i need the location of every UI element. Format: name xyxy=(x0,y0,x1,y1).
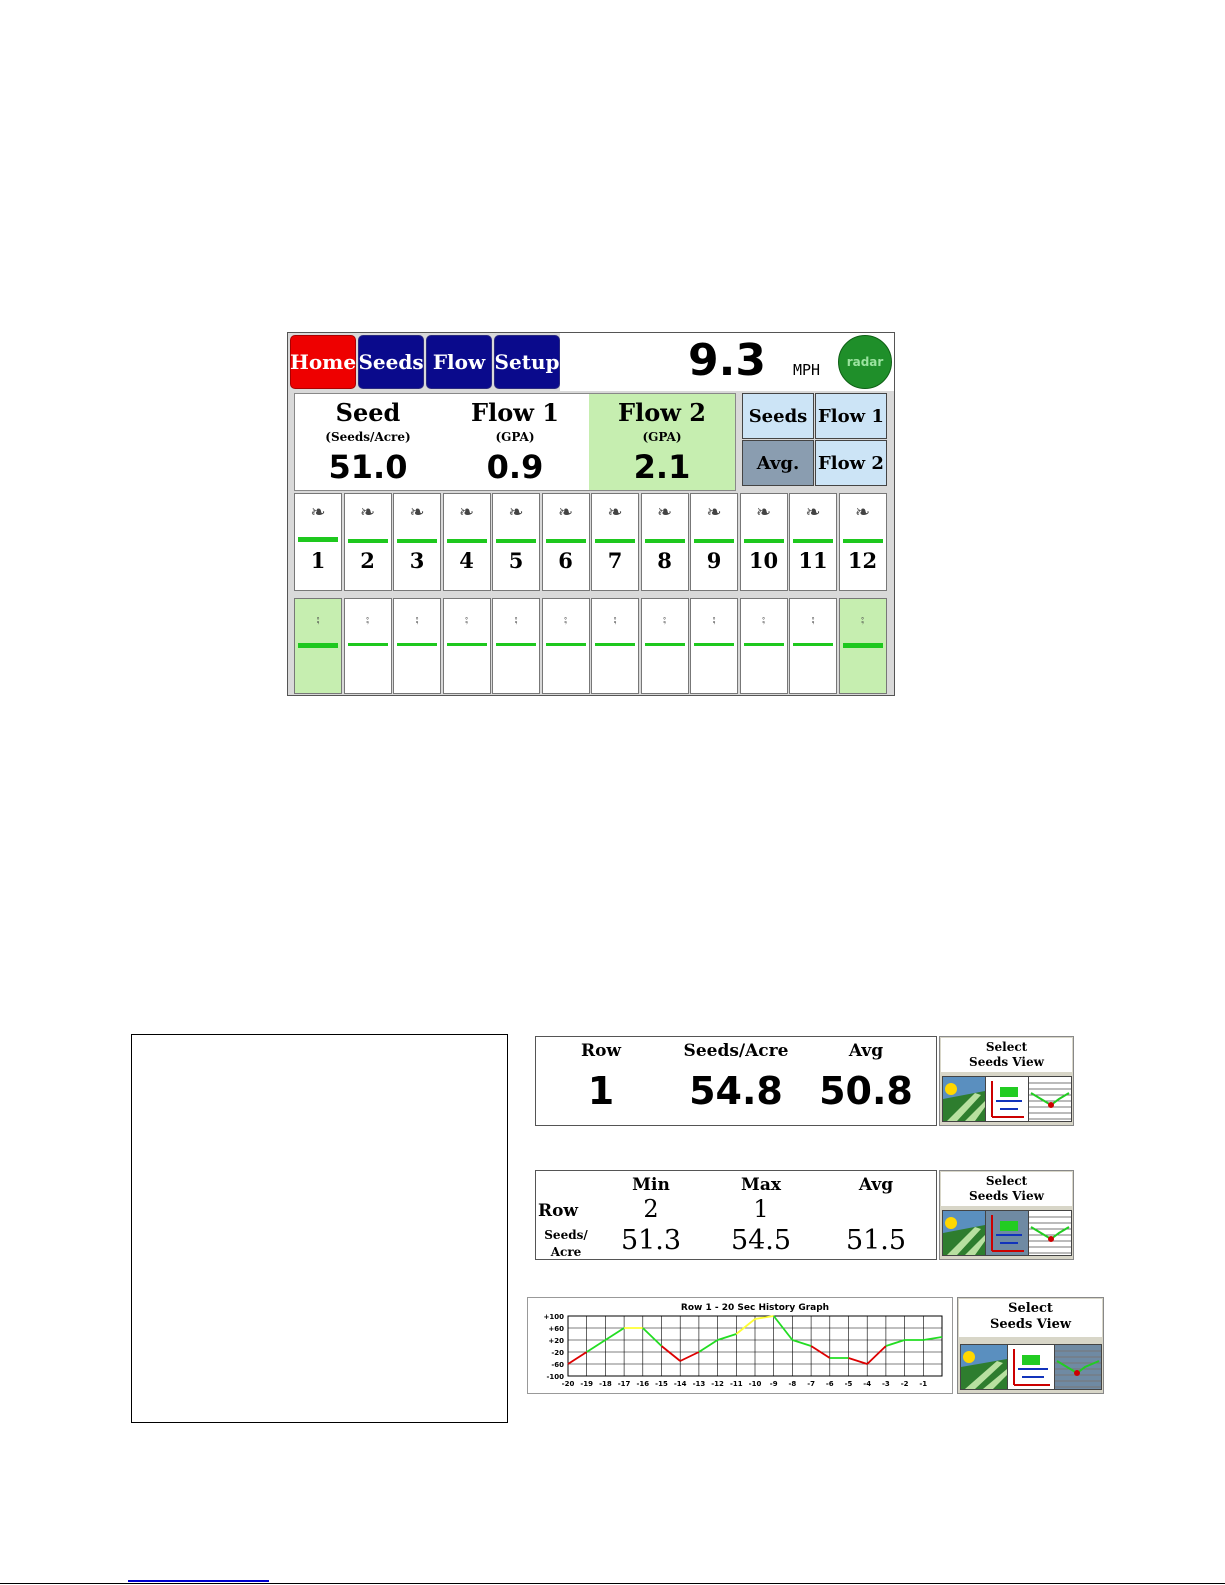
nav-setup-button[interactable]: Setup xyxy=(494,335,560,389)
min-max-panel xyxy=(535,1170,937,1260)
bar-view-icon[interactable] xyxy=(985,1210,1029,1256)
select-seeds-view-3 xyxy=(957,1297,1104,1394)
flow-rate-bar xyxy=(298,643,338,648)
flow-rate-bar xyxy=(397,643,437,646)
seed-row-cell[interactable] xyxy=(591,493,639,591)
flow-rate-bar xyxy=(843,643,883,648)
bar-view-icon[interactable] xyxy=(985,1076,1029,1122)
flow-row-cell[interactable] xyxy=(344,598,392,694)
row-number: 4 xyxy=(459,548,474,573)
logo-text: radar xyxy=(846,355,884,369)
flow-row-cell[interactable] xyxy=(393,598,441,694)
nozzle-icon: ⨾ xyxy=(761,607,766,628)
row-number: 9 xyxy=(706,548,722,573)
seed-rate-bar xyxy=(397,539,437,543)
graph-view-icon[interactable] xyxy=(1028,1076,1072,1122)
row-header: Row xyxy=(580,1041,622,1061)
x-tick-label: -14 xyxy=(673,1380,687,1388)
seed-row-cell[interactable] xyxy=(443,493,491,591)
row-number: 1 xyxy=(310,548,326,573)
row-number: 10 xyxy=(748,548,779,573)
x-tick-label: -7 xyxy=(807,1380,815,1388)
row-number: 6 xyxy=(558,548,573,573)
y-tick-label: -100 xyxy=(546,1373,564,1381)
seeds-acre-label: Seeds/ Acre xyxy=(544,1228,588,1259)
select-view-title: Select Seeds View xyxy=(941,1172,1072,1206)
x-tick-label: -9 xyxy=(769,1380,778,1388)
speed-value: 9.3 xyxy=(688,335,766,386)
flow1-value: 0.9 xyxy=(486,448,544,486)
select-avg-button[interactable]: Avg. xyxy=(742,440,814,486)
select-view-title: Select Seeds View xyxy=(941,1038,1072,1072)
flow-row-cell[interactable] xyxy=(591,598,639,694)
flow-row-cell[interactable] xyxy=(492,598,540,694)
x-tick-label: -3 xyxy=(882,1380,890,1388)
seed-icon: ❧ xyxy=(310,502,326,523)
field-view-icon[interactable] xyxy=(960,1344,1008,1390)
seeds-acre-header: Seeds/Acre xyxy=(683,1041,789,1061)
seed-icon: ❧ xyxy=(508,502,524,523)
seed-row-cell[interactable] xyxy=(740,493,788,591)
seed-icon: ❧ xyxy=(656,502,673,523)
x-tick-label: -8 xyxy=(788,1380,797,1388)
field-view-icon[interactable] xyxy=(942,1210,986,1256)
nozzle-icon: ⨾ xyxy=(464,607,469,628)
nav-home-button[interactable]: Home xyxy=(290,335,356,389)
y-tick-label: +100 xyxy=(543,1313,564,1321)
nav-flow-button[interactable]: Flow xyxy=(426,335,492,389)
flow1-unit: (GPA) xyxy=(495,430,535,444)
seed-row-cell[interactable] xyxy=(641,493,689,591)
avg-value: 51.5 xyxy=(845,1225,907,1256)
flow-rate-bar xyxy=(348,643,388,646)
flow-row-cell[interactable] xyxy=(641,598,689,694)
flow-rate-bar xyxy=(793,643,833,646)
flow-row-cell[interactable] xyxy=(542,598,590,694)
seed-icon: ❧ xyxy=(805,502,821,523)
row-number: 12 xyxy=(847,548,878,573)
seed-icon: ❧ xyxy=(607,502,623,523)
seed-rate-bar xyxy=(694,539,734,543)
seed-rate-bar xyxy=(645,539,685,543)
y-tick-label: +20 xyxy=(548,1337,564,1345)
flow-rate-bar xyxy=(546,643,586,646)
seed-rate-bar xyxy=(843,539,883,543)
select-seeds-view-2 xyxy=(939,1170,1074,1260)
seed-rate-bar xyxy=(744,539,784,543)
bar-view-icon[interactable] xyxy=(1007,1344,1055,1390)
flow-row-cell[interactable] xyxy=(690,598,738,694)
x-tick-label: -15 xyxy=(655,1380,668,1388)
row-label: Row xyxy=(537,1201,579,1221)
footer-link-underline[interactable] xyxy=(128,1580,269,1582)
history-graph-panel xyxy=(527,1297,953,1394)
monitor-screen xyxy=(287,332,895,696)
graph-view-icon[interactable] xyxy=(1028,1210,1072,1256)
nav-seeds-button[interactable]: Seeds xyxy=(358,335,424,389)
seed-rate-bar xyxy=(447,539,487,543)
seed-row-cell[interactable] xyxy=(839,493,887,591)
flow1-title: Flow 1 xyxy=(471,398,559,427)
nozzle-icon: ⨾ xyxy=(415,607,419,628)
nozzle-icon: ⨾ xyxy=(613,607,617,628)
min-row: 2 xyxy=(643,1195,659,1223)
chart-title: Row 1 - 20 Sec History Graph xyxy=(680,1303,830,1313)
x-tick-label: -18 xyxy=(599,1380,612,1388)
flow-rate-bar xyxy=(447,643,487,646)
row-detail-panel xyxy=(535,1036,937,1126)
seed-readout xyxy=(295,394,441,490)
seed-row-cell[interactable] xyxy=(542,493,590,591)
x-tick-label: -19 xyxy=(580,1380,594,1388)
x-tick-label: -6 xyxy=(825,1380,834,1388)
seed-icon: ❧ xyxy=(557,502,574,523)
history-graph xyxy=(528,1298,952,1393)
row-number: 7 xyxy=(607,548,623,573)
avg-header: Avg xyxy=(848,1041,884,1061)
flow2-value: 2.1 xyxy=(633,448,691,486)
avg-header: Avg xyxy=(858,1175,894,1195)
avg-value: 50.8 xyxy=(819,1069,913,1113)
seed-value: 51.0 xyxy=(328,448,408,486)
field-view-icon[interactable] xyxy=(942,1076,986,1122)
nozzle-icon: ⨾ xyxy=(514,607,518,628)
speed-unit: MPH xyxy=(793,361,821,379)
nozzle-icon: ⨾ xyxy=(811,607,815,628)
seed-row-cell[interactable] xyxy=(492,493,540,591)
flow-rate-bar xyxy=(496,643,536,646)
y-tick-label: -20 xyxy=(551,1349,564,1357)
seed-rate-bar xyxy=(546,539,586,543)
empty-text-box xyxy=(131,1034,508,1423)
seed-row-cell[interactable] xyxy=(690,493,738,591)
select-flow1-button[interactable]: Flow 1 xyxy=(815,393,887,439)
flow-row-cell[interactable] xyxy=(789,598,837,694)
select-seeds-button[interactable]: Seeds xyxy=(742,393,814,439)
flow-row-cell[interactable] xyxy=(839,598,887,694)
x-tick-label: -13 xyxy=(692,1380,706,1388)
seed-row-cell[interactable] xyxy=(393,493,441,591)
flow2-title: Flow 2 xyxy=(618,398,706,427)
x-tick-label: -20 xyxy=(561,1380,575,1388)
flow-rate-bar xyxy=(694,643,734,646)
select-flow2-button[interactable]: Flow 2 xyxy=(815,440,887,486)
flow-rate-bar xyxy=(595,643,635,646)
x-tick-label: -12 xyxy=(711,1380,724,1388)
seed-rate-bar xyxy=(348,539,388,543)
min-value: 51.3 xyxy=(620,1225,682,1256)
row-number: 8 xyxy=(657,548,672,573)
x-tick-label: -17 xyxy=(617,1380,631,1388)
flow-row-cell[interactable] xyxy=(443,598,491,694)
seed-title: Seed xyxy=(335,398,401,427)
flow-rate-bar xyxy=(744,643,784,646)
nozzle-icon: ⨾ xyxy=(563,607,568,628)
flow-rate-bar xyxy=(645,643,685,646)
row-value: 1 xyxy=(587,1069,615,1113)
flow2-readout xyxy=(589,394,735,490)
nozzle-icon: ⨾ xyxy=(662,607,667,628)
flow2-unit: (GPA) xyxy=(642,430,682,444)
select-seeds-view-1 xyxy=(939,1036,1074,1126)
row-number: 3 xyxy=(409,548,425,573)
max-row: 1 xyxy=(753,1195,769,1223)
select-view-title: Select Seeds View xyxy=(959,1299,1102,1337)
x-tick-label: -2 xyxy=(900,1380,909,1388)
seed-icon: ❧ xyxy=(359,502,376,523)
max-header: Max xyxy=(741,1175,781,1195)
seed-icon: ❧ xyxy=(409,502,425,523)
seed-rate-bar xyxy=(496,539,536,543)
nozzle-icon: ⨾ xyxy=(860,607,865,628)
seed-row-cell[interactable] xyxy=(294,493,342,591)
seed-rate-bar xyxy=(595,539,635,543)
x-tick-label: -1 xyxy=(919,1380,928,1388)
seed-icon: ❧ xyxy=(854,502,871,523)
nozzle-icon: ⨾ xyxy=(316,607,320,628)
seed-icon: ❧ xyxy=(706,502,722,523)
x-tick-label: -10 xyxy=(748,1380,762,1388)
max-value: 54.5 xyxy=(730,1225,792,1256)
radar-logo xyxy=(838,335,892,389)
x-tick-label: -5 xyxy=(844,1380,853,1388)
x-tick-label: -16 xyxy=(636,1380,650,1388)
seed-row-cell[interactable] xyxy=(789,493,837,591)
seed-row-cell[interactable] xyxy=(344,493,392,591)
seed-unit: (Seeds/Acre) xyxy=(325,430,411,444)
nozzle-icon: ⨾ xyxy=(712,607,716,628)
seed-rate-bar xyxy=(793,539,833,543)
nozzle-icon: ⨾ xyxy=(365,607,370,628)
y-tick-label: -60 xyxy=(551,1361,564,1369)
x-tick-label: -4 xyxy=(863,1380,872,1388)
seed-icon: ❧ xyxy=(458,502,475,523)
row-number: 5 xyxy=(508,548,524,573)
row-number: 2 xyxy=(360,548,375,573)
x-tick-label: -11 xyxy=(729,1380,743,1388)
seed-icon: ❧ xyxy=(755,502,772,523)
footer-rule xyxy=(0,1583,1225,1584)
seeds-acre-value: 54.8 xyxy=(689,1069,783,1113)
graph-view-icon[interactable] xyxy=(1054,1344,1102,1390)
seed-rate-bar xyxy=(298,537,338,543)
row-number: 11 xyxy=(798,548,828,573)
min-header: Min xyxy=(632,1175,670,1195)
readout-panel xyxy=(294,393,736,491)
flow-row-cell[interactable] xyxy=(294,598,342,694)
y-tick-label: +60 xyxy=(548,1325,564,1333)
flow-row-cell[interactable] xyxy=(740,598,788,694)
flow1-readout xyxy=(442,394,588,490)
